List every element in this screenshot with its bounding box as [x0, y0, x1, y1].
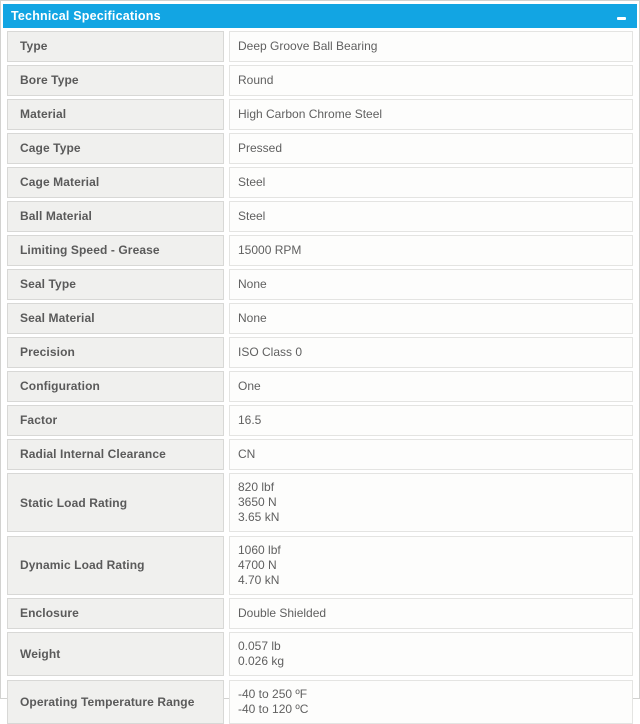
spec-label: Radial Internal Clearance — [7, 439, 224, 470]
spec-value — [229, 235, 633, 266]
spec-value-line: -40 to 120 ºC — [238, 701, 309, 716]
spec-row — [7, 598, 633, 629]
spec-value-line: One — [238, 378, 261, 393]
spec-row — [7, 269, 633, 300]
spec-value — [229, 269, 633, 300]
spec-value — [229, 632, 633, 676]
spec-label: Factor — [7, 405, 224, 436]
spec-row — [7, 201, 633, 232]
spec-value-line: 3650 N — [238, 495, 277, 509]
spec-label: Enclosure — [7, 598, 224, 629]
spec-value-line: Steel — [238, 174, 266, 189]
spec-value — [229, 473, 633, 532]
spec-value — [229, 439, 633, 470]
minus-icon — [617, 17, 626, 20]
spec-value — [229, 371, 633, 402]
spec-row — [7, 405, 633, 436]
spec-value-line: CN — [238, 446, 256, 461]
spec-value — [229, 303, 633, 334]
spec-row — [7, 167, 633, 198]
spec-value-line: -40 to 250 ºF — [238, 686, 308, 701]
spec-value-line: Double Shielded — [238, 605, 327, 620]
spec-row — [7, 31, 633, 62]
spec-row — [7, 303, 633, 334]
spec-label: Cage Type — [7, 133, 224, 164]
spec-value-line: High Carbon Chrome Steel — [238, 106, 383, 121]
spec-label: Limiting Speed - Grease — [7, 235, 224, 266]
spec-label: Operating Temperature Range — [7, 680, 224, 724]
spec-value-line: ISO Class 0 — [238, 344, 303, 359]
spec-value-line: None — [238, 310, 267, 325]
spec-label: Bore Type — [7, 65, 224, 96]
spec-label: Static Load Rating — [7, 473, 224, 532]
spec-row — [7, 536, 633, 595]
spec-value — [229, 337, 633, 368]
spec-label: Precision — [7, 337, 224, 368]
spec-label: Material — [7, 99, 224, 130]
spec-value-line: 4.70 kN — [238, 572, 280, 587]
spec-value-line: Round — [238, 72, 274, 87]
spec-row — [7, 680, 633, 724]
spec-value-line: 15000 RPM — [238, 242, 302, 257]
spec-value-line: Pressed — [238, 140, 283, 155]
spec-row — [7, 65, 633, 96]
spec-label: Seal Type — [7, 269, 224, 300]
spec-value-line: 16.5 — [238, 412, 262, 427]
spec-label: Configuration — [7, 371, 224, 402]
spec-label: Cage Material — [7, 167, 224, 198]
spec-value — [229, 536, 633, 595]
panel-title: Technical Specifications — [11, 9, 161, 23]
spec-value — [229, 99, 633, 130]
panel-header[interactable] — [3, 4, 637, 28]
spec-value-line: 820 lbf — [238, 480, 275, 494]
spec-value-line: Deep Groove Ball Bearing — [238, 38, 378, 53]
spec-value-line: None — [238, 276, 267, 291]
spec-value-line: 1060 lbf — [238, 542, 281, 557]
spec-label: Seal Material — [7, 303, 224, 334]
spec-value-line: 0.057 lb — [238, 639, 281, 653]
spec-label: Weight — [7, 632, 224, 676]
spec-row — [7, 439, 633, 470]
spec-value — [229, 65, 633, 96]
spec-row — [7, 235, 633, 266]
spec-value-line: Steel — [238, 208, 266, 223]
spec-row — [7, 473, 633, 532]
spec-value-line: 3.65 kN — [238, 510, 280, 524]
spec-value — [229, 133, 633, 164]
spec-value — [229, 167, 633, 198]
spec-value-line: 4700 N — [238, 557, 277, 572]
spec-value — [229, 598, 633, 629]
spec-table — [1, 31, 639, 724]
spec-value — [229, 405, 633, 436]
spec-row — [7, 337, 633, 368]
spec-label: Type — [7, 31, 224, 62]
spec-value — [229, 31, 633, 62]
spec-value — [229, 680, 633, 724]
spec-value — [229, 201, 633, 232]
spec-value-line: 0.026 kg — [238, 654, 285, 668]
spec-row — [7, 133, 633, 164]
spec-row — [7, 632, 633, 676]
spec-row — [7, 371, 633, 402]
spec-label: Dynamic Load Rating — [7, 536, 224, 595]
collapse-button[interactable] — [617, 7, 626, 25]
spec-row — [7, 99, 633, 130]
spec-label: Ball Material — [7, 201, 224, 232]
